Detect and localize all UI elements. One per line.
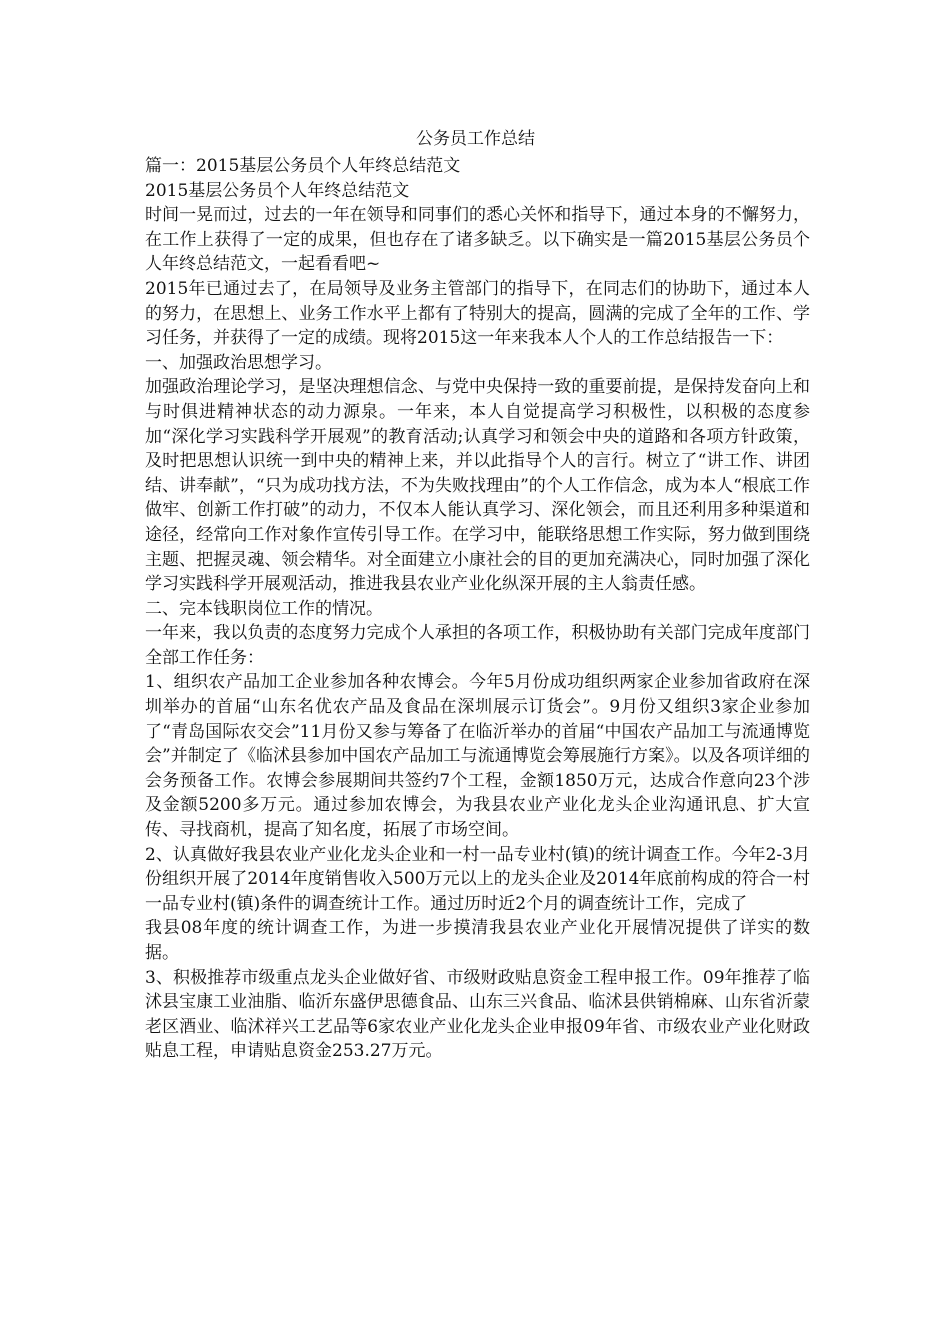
paragraph-intro: 时间一晃而过，过去的一年在领导和同事们的悉心关怀和指导下，通过本身的不懈努力，在工作上获得了一定的成果，但也存在了诸多缺乏。以下确实是一篇2015基层公务员个人年终总结范文，一起看看吧~ — [145, 205, 810, 275]
section-heading-1: 一、加强政治思想学习。 — [145, 352, 332, 373]
paragraph-item-3: 3、积极推荐市级重点龙头企业做好省、市级财政贴息资金工程申报工作。09年推荐了临沭县宝康工业油脂、临沂东盛伊思德食品、山东三兴食品、临沭县供销棉麻、山东省沂蒙老区酒业、临沭祥兴工艺品等6家农业产业化龙头企业申报09年省、市级农业产业化财政贴息工程，申请贴息资金253.27万元。 — [145, 967, 810, 1062]
paragraph-subtitle-1: 篇一：2015基层公务员个人年终总结范文 — [145, 156, 461, 176]
paragraph-item-2: 2、认真做好我县农业产业化龙头企业和一村一品专业村(镇)的统计调查工作。今年2-3月份组织开展了2014年度销售收入500万元以上的龙头企业及2014年底前构成的符合一村一品专业村(镇)条件的调查统计工作。通过历时近2个月的调查统计工作，完成了 — [145, 844, 810, 914]
paragraph-item-1: 1、组织农产品加工企业参加各种农博会。今年5月份成功组织两家企业参加省政府在深圳举办的首届“山东名优农产品及食品在深圳展示订货会”。9月份又组织3家企业参加了“青岛国际农交会”11月份又参与筹备了在临沂举办的首届“中国农产品加工与流通博览会”并制定了《临沭县参加中国农产品加工与流通博览会筹展施行方案》。以及各项详细的会务预备工作。农博会参展期间共签约7个工程，金额1850万元，达成合作意向23个涉及金额5200多万元。通过参加农博会，为我县农业产业化龙头企业沟通讯息、扩大宣传、寻找商机，提高了知名度，拓展了市场空间。 — [145, 672, 810, 841]
paragraph-item-2-continued: 我县08年度的统计调查工作，为进一步摸清我县农业产业化开展情况提供了详实的数据。 — [145, 918, 810, 963]
paragraph-summary: 2015年已通过去了，在局领导及业务主管部门的指导下，在同志们的协助下，通过本人的努力，在思想上、业务工作水平上都有了特别大的提高，圆满的完成了全年的工作、学习任务，并获得了一定的成绩。现将2015这一年来我本人个人的工作总结报告一下： — [145, 278, 810, 349]
document-page — [145, 126, 810, 1064]
paragraph-section-2-intro: 一年来，我以负责的态度努力完成个人承担的各项工作，积极协助有关部门完成年度部门全部工作任务： — [145, 623, 810, 668]
paragraph-subtitle-2: 2015基层公务员个人年终总结范文 — [145, 180, 410, 201]
paragraph-section-1: 加强政治理论学习，是坚决理想信念、与党中央保持一致的重要前提，是保持发奋向上和与时俱进精神状态的动力源泉。一年来，本人自觉提高学习积极性，以积极的态度参加“深化学习实践科学开展观”的教育活动;认真学习和领会中央的道路和各项方针政策，及时把思想认识统一到中央的精神上来，并以此指导个人的言行。树立了“讲工作、讲团结、讲奉献”，“只为成功找方法，不为失败找理由”的个人工作信念，成为本人“根底工作做牢、创新工作打破”的动力，不仅本人能认真学习、深化领会，而且还利用多种渠道和途径，经常向工作对象作宣传引导工作。在学习中，能联络思想工作实际，努力做到围绕主题、把握灵魂、领会精华。对全面建立小康社会的目的更加充满决心，同时加强了深化学习实践科学开展观活动，推进我县农业产业化纵深开展的主人翁责任感。 — [145, 377, 810, 595]
document-title: 公务员工作总结 — [416, 129, 535, 149]
section-heading-2: 二、完本钱职岗位工作的情况。 — [145, 598, 383, 619]
